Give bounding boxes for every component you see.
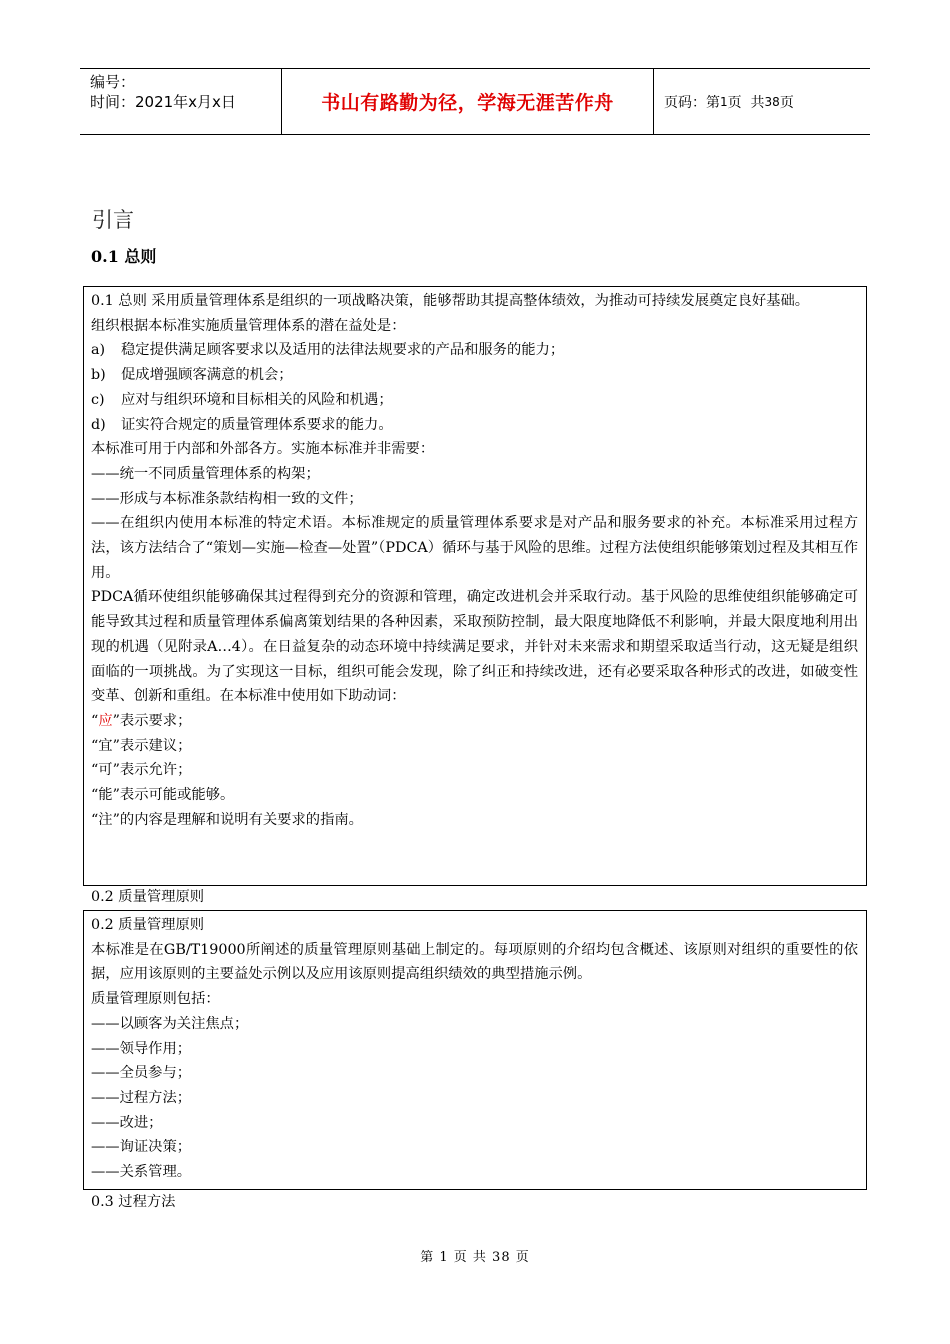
page-current: 1 bbox=[720, 94, 728, 109]
highlighted-word: 应 bbox=[98, 712, 113, 729]
list-item: a) 稳定提供满足顾客要求以及适用的法律法规要求的产品和服务的能力； bbox=[91, 342, 565, 359]
principle-item: ——以顾客为关注焦点； bbox=[91, 1015, 249, 1032]
date-label: 时间：2021年x月x日 bbox=[90, 93, 236, 111]
verb-definition: “宜”表示建议； bbox=[91, 737, 192, 754]
page-total: 38 bbox=[764, 94, 780, 109]
page-suffix: 页 bbox=[779, 94, 794, 111]
page-mid: 页 共 bbox=[727, 94, 765, 111]
document-header bbox=[80, 68, 870, 135]
general-paragraph-3: 本标准可用于内部和外部各方。实施本标准并非需要： bbox=[91, 441, 435, 458]
principle-item: ——改进； bbox=[91, 1114, 163, 1131]
section-title-0-1: 0.1 总则 bbox=[91, 247, 157, 266]
header-meta bbox=[80, 69, 282, 134]
dash-item: ——在组织内使用本标准的特定术语。本标准规定的质量管理体系要求是对产品和服务要求的补充。本标准采用过程方法，该方法结合了“策划—实施—检查—处置”（PDCA）循环与基于风险的思维。过程方法使组织能够策划过程及其相互作用。 bbox=[91, 515, 858, 581]
list-item: c) 应对与组织环境和目标相关的风险和机遇； bbox=[91, 391, 393, 408]
verb-definition: “可”表示允许； bbox=[91, 762, 192, 779]
principles-section-box bbox=[83, 910, 867, 1190]
header-motto: 书山有路勤为径，学海无涯苦作舟 bbox=[282, 69, 654, 134]
dash-item: ——统一不同质量管理体系的构架； bbox=[91, 465, 320, 482]
general-paragraph-2: 组织根据本标准实施质量管理体系的潜在益处是： bbox=[91, 317, 406, 334]
general-paragraph-1: 0.1 总则 采用质量管理体系是组织的一项战略决策，能够帮助其提高整体绩效，为推动可持续发展奠定良好基础。 bbox=[91, 293, 810, 309]
general-paragraph-4: PDCA循环使组织能够确保其过程得到充分的资源和管理，确定改进机会并采取行动。基于风险的思维使组织能够确定可能导致其过程和质量管理体系偏离策划结果的各种因素，采取预防控制，最大限度地降低不利影响，并最大限度地利用出现的机遇（见附录A…4）。在日益复杂的动态环境中持续满足要求，并针对未来需求和期望采取适当行动，这无疑是组织面临的一项挑战。为了实现这一目标，组织可能会发现，除了纠正和持续改进，还有必要采取各种形式的改进，如破变性变革、创新和重组。在本标准中使用如下助动词： bbox=[91, 589, 858, 705]
principle-item: ——关系管理。 bbox=[91, 1164, 192, 1181]
verb-definition: “注”的内容是理解和说明有关要求的指南。 bbox=[91, 811, 363, 828]
dash-item: ——形成与本标准条款结构相一致的文件； bbox=[91, 490, 363, 507]
principles-paragraph: 本标准是在GB/T19000所阐述的质量管理原则基础上制定的。每项原则的介绍均包含概述、该原则对组织的重要性的依据，应用该原则的主要益处示例以及应用该原则提高组织绩效的典型措施示例。 bbox=[91, 941, 858, 983]
list-item: d) 证实符合规定的质量管理体系要求的能力。 bbox=[91, 416, 393, 433]
intro-title: 引言 bbox=[92, 208, 134, 232]
verb-definition: “能”表示可能或能够。 bbox=[91, 787, 235, 804]
number-label: 编号： bbox=[90, 73, 136, 91]
principle-item: ——全员参与； bbox=[91, 1065, 192, 1082]
principles-intro: 质量管理原则包括： bbox=[91, 991, 220, 1008]
verb-definition: “应”表示要求； bbox=[91, 712, 192, 729]
principle-item: ——领导作用； bbox=[91, 1040, 192, 1057]
list-item: b) 促成增强顾客满意的机会； bbox=[91, 367, 293, 384]
principle-item: ——询证决策； bbox=[91, 1139, 192, 1156]
principle-item: ——过程方法； bbox=[91, 1089, 192, 1106]
general-section-box bbox=[83, 286, 867, 886]
principles-heading: 0.2 质量管理原则 bbox=[91, 917, 205, 933]
section-label-0-3: 0.3 过程方法 bbox=[91, 1194, 176, 1210]
header-page-number bbox=[654, 69, 870, 134]
page-prefix: 页码：第 bbox=[664, 94, 720, 111]
page-footer: 第 1 页 共 38 页 bbox=[420, 1250, 530, 1265]
section-label-0-2: 0.2 质量管理原则 bbox=[91, 889, 205, 905]
